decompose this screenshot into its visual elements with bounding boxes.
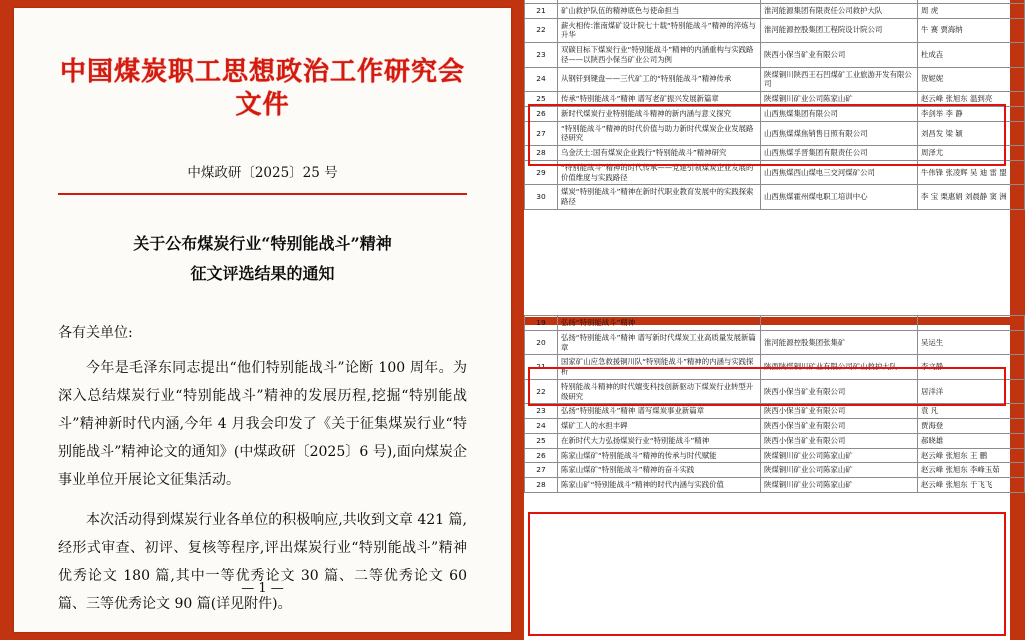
row-number: 26 xyxy=(525,448,558,463)
row-title: 从钢钎到键盘——三代矿工的“特别能战斗”精神传承 xyxy=(558,67,761,92)
row-number: 20 xyxy=(525,330,558,355)
row-author: 李 宝 栗惠娟 刘晨静 窦 洲 xyxy=(918,185,1025,210)
row-author: 赵云峰 张旭东 王 鹏 xyxy=(918,448,1025,463)
row-author: 郝晓雄 xyxy=(918,433,1025,448)
row-title: 双碳目标下煤炭行业“特别能战斗”精神的内涵重构与实践路径——以陕西小保当矿业公司为例 xyxy=(558,43,761,68)
results-table-bottom xyxy=(524,318,1010,640)
row-author: 赵云峰 张旭东 李峰玉茹 xyxy=(918,463,1025,478)
document-body xyxy=(14,8,511,618)
row-author: 牛伟锋 张凌辉 吴 迪 雷 盟 xyxy=(918,160,1025,185)
row-title: 乌金沃土:国有煤炭企业践行“特别能战斗”精神研究 xyxy=(558,146,761,161)
row-number: 28 xyxy=(525,478,558,493)
table-row xyxy=(525,379,1025,404)
row-title: 弘扬“特别能战斗”精神 谱写新时代煤炭工业高质量发展新篇章 xyxy=(558,330,761,355)
row-title: 陈家山矿“特别能战斗”精神的时代内涵与实践价值 xyxy=(558,478,761,493)
table-row xyxy=(525,404,1025,419)
row-title: 新时代煤炭行业特别能战斗精神的新内涵与意义探究 xyxy=(558,106,761,121)
document-paragraph-1: 今年是毛泽东同志提出“他们特别能战斗”论断 100 周年。为深入总结煤炭行业“特别能战斗”精神的发展历程,挖掘“特别能战斗”精神新时代内涵,今年 4 月我会印发了《关于征集煤炭行业“特别能战斗”精神论文的通知》(中煤政研〔2025〕6 号),面向煤炭企事业单位开展论文征集活动。 xyxy=(58,360,467,489)
row-unit: 陕煤铜川矿业公司陈家山矿 xyxy=(761,448,918,463)
row-title: 传承“特别能战斗”精神 谱写老矿振兴发展新篇章 xyxy=(558,92,761,107)
row-number: 22 xyxy=(525,18,558,43)
highlight-box-bottom-2 xyxy=(528,512,1006,636)
row-number: 22 xyxy=(525,379,558,404)
row-unit: 山西焦煤煤焦销售日照有限公司 xyxy=(761,121,918,146)
table-row-highlighted xyxy=(525,67,1025,92)
row-title: 国家矿山应急救援铜川队“特别能战斗”精神的内涵与实践探析 xyxy=(558,355,761,380)
row-author: 刘昌发 梁 颖 xyxy=(918,121,1025,146)
row-number: 23 xyxy=(525,43,558,68)
table-row-highlighted xyxy=(525,92,1025,107)
row-unit: 山西焦煤孚晋集团有限责任公司 xyxy=(761,146,918,161)
row-number: 26 xyxy=(525,106,558,121)
table-row xyxy=(525,316,1025,331)
row-unit: 陕西小保当矿业有限公司 xyxy=(761,404,918,419)
row-author xyxy=(918,316,1025,331)
document-subject-line-2: 征文评选结果的通知 xyxy=(190,263,335,283)
row-author: 居洋洋 xyxy=(918,379,1025,404)
row-number: 28 xyxy=(525,146,558,161)
results-table-top xyxy=(524,0,1010,317)
row-number: 25 xyxy=(525,92,558,107)
results-table-bottom-body xyxy=(525,316,1025,493)
row-number: 25 xyxy=(525,433,558,448)
row-title: 薪火相传:淮南煤矿设计院七十载“特别能战斗”精神的淬炼与升华 xyxy=(558,18,761,43)
table-row xyxy=(525,146,1025,161)
row-title: 煤矿工人的水担丰碑 xyxy=(558,419,761,434)
row-unit: 淮河能源控股集团张集矿 xyxy=(761,330,918,355)
row-title: 弘扬“特别能战斗”精神 谱写煤炭事业新篇章 xyxy=(558,404,761,419)
table-row-highlighted xyxy=(525,463,1025,478)
row-title: 在新时代大力弘扬煤炭行业“特别能战斗”精神 xyxy=(558,433,761,448)
row-title: 煤炭“特别能战斗”精神在新时代职业教育发展中的实践探索路径 xyxy=(558,185,761,210)
table-row-highlighted xyxy=(525,355,1025,380)
table-row xyxy=(525,330,1025,355)
table-row xyxy=(525,121,1025,146)
row-author: 杜成壵 xyxy=(918,43,1025,68)
row-unit: 山西焦煤西山煤电三交河煤矿公司 xyxy=(761,160,918,185)
table-row xyxy=(525,43,1025,68)
row-number: 19 xyxy=(525,316,558,331)
row-unit: 山西焦煤集团有限公司 xyxy=(761,106,918,121)
row-title: 特别能战斗精神的时代嬗变科技创新驱动下煤炭行业转型升级研究 xyxy=(558,379,761,404)
row-unit: 陕煤铜川矿业公司陈家山矿 xyxy=(761,463,918,478)
table-row xyxy=(525,433,1025,448)
table-row-highlighted xyxy=(525,448,1025,463)
row-number: 27 xyxy=(525,463,558,478)
results-table-bottom-grid xyxy=(524,315,1025,493)
row-number: 27 xyxy=(525,121,558,146)
row-number: 24 xyxy=(525,67,558,92)
row-title: “特别能战斗”精神的时代价值与助力新时代煤炭企业发展路径研究 xyxy=(558,121,761,146)
document-title: 中国煤炭职工思想政治工作研究会文件 xyxy=(59,57,465,120)
row-number: 23 xyxy=(525,404,558,419)
document-number: 中煤政研〔2025〕25 号 xyxy=(187,165,338,181)
row-title: “特别能战斗”精神的时代传承——党建引领煤炭企业发展的价值维度与实践路径 xyxy=(558,160,761,185)
row-author: 赵云峰 张旭东 于飞飞 xyxy=(918,478,1025,493)
row-unit: 陕煤铜川矿业公司陈家山矿 xyxy=(761,478,918,493)
row-unit: 陕煤铜川矿业公司陈家山矿 xyxy=(761,92,918,107)
row-author: 李剑举 李 静 xyxy=(918,106,1025,121)
row-number: 24 xyxy=(525,419,558,434)
row-author: 贺妮妮 xyxy=(918,67,1025,92)
row-author: 周泽尤 xyxy=(918,146,1025,161)
table-row xyxy=(525,106,1025,121)
row-author: 贾海登 xyxy=(918,419,1025,434)
table-row-highlighted xyxy=(525,478,1025,493)
row-unit: 陕煤铜川陕西王石凹煤矿工业旅游开发有限公司 xyxy=(761,67,918,92)
row-number: 21 xyxy=(525,355,558,380)
row-unit: 陕西小保当矿业有限公司 xyxy=(761,433,918,448)
table-row xyxy=(525,18,1025,43)
row-title: 陈家山煤矿“特别能战斗”精神的奋斗实践 xyxy=(558,463,761,478)
table-row xyxy=(525,419,1025,434)
row-author: 袁 凡 xyxy=(918,404,1025,419)
row-unit: 淮河能源集团有限责任公司救护大队 xyxy=(761,3,918,18)
red-divider-line xyxy=(58,193,467,195)
document-paragraph-2: 本次活动得到煤炭行业各单位的积极响应,共收到文章 421 篇,经形式审查、初评、复核等程序,评出煤炭行业“特别能战斗”精神优秀论文 180 篇,其中一等优秀论文 30 篇、二等优秀论文 60 篇、三等优秀论文 90 篇(详见附件)。 xyxy=(58,512,467,613)
row-number: 21 xyxy=(525,3,558,18)
row-author: 李文静 xyxy=(918,355,1025,380)
table-row xyxy=(525,185,1025,210)
row-author: 赵云峰 张旭东 温到亮 xyxy=(918,92,1025,107)
row-unit: 山西焦煤霍州煤电职工培训中心 xyxy=(761,185,918,210)
document-page-number: — 1 — xyxy=(241,581,284,596)
row-unit: 陕西小保当矿业有限公司 xyxy=(761,419,918,434)
document-page xyxy=(14,8,511,632)
row-unit: 淮河能源控股集团工程院设计院公司 xyxy=(761,18,918,43)
row-title: 陈家山煤矿“特别能战斗”精神的传承与时代赋能 xyxy=(558,448,761,463)
row-unit: 陕西小保当矿业有限公司 xyxy=(761,43,918,68)
table-row xyxy=(525,3,1025,18)
document-salutation: 各有关单位: xyxy=(58,325,133,342)
row-number: 29 xyxy=(525,160,558,185)
row-title: 弘扬“特别能战斗”精神 xyxy=(558,316,761,331)
row-author: 牛 赛 贾海纳 xyxy=(918,18,1025,43)
table-row xyxy=(525,160,1025,185)
row-title: 矿山救护队伍的精神底色与使命担当 xyxy=(558,3,761,18)
row-unit: 陕西陕煤铜川矿业有限公司矿山救护大队 xyxy=(761,355,918,380)
row-author: 周 虎 xyxy=(918,3,1025,18)
row-unit xyxy=(761,316,918,331)
results-table-top-body xyxy=(525,0,1025,210)
results-table-top-grid xyxy=(524,0,1025,210)
document-subject-line-1: 关于公布煤炭行业“特别能战斗”精神 xyxy=(133,234,392,253)
row-number: 30 xyxy=(525,185,558,210)
row-author: 吴运生 xyxy=(918,330,1025,355)
row-unit: 陕西小保当矿业有限公司 xyxy=(761,379,918,404)
